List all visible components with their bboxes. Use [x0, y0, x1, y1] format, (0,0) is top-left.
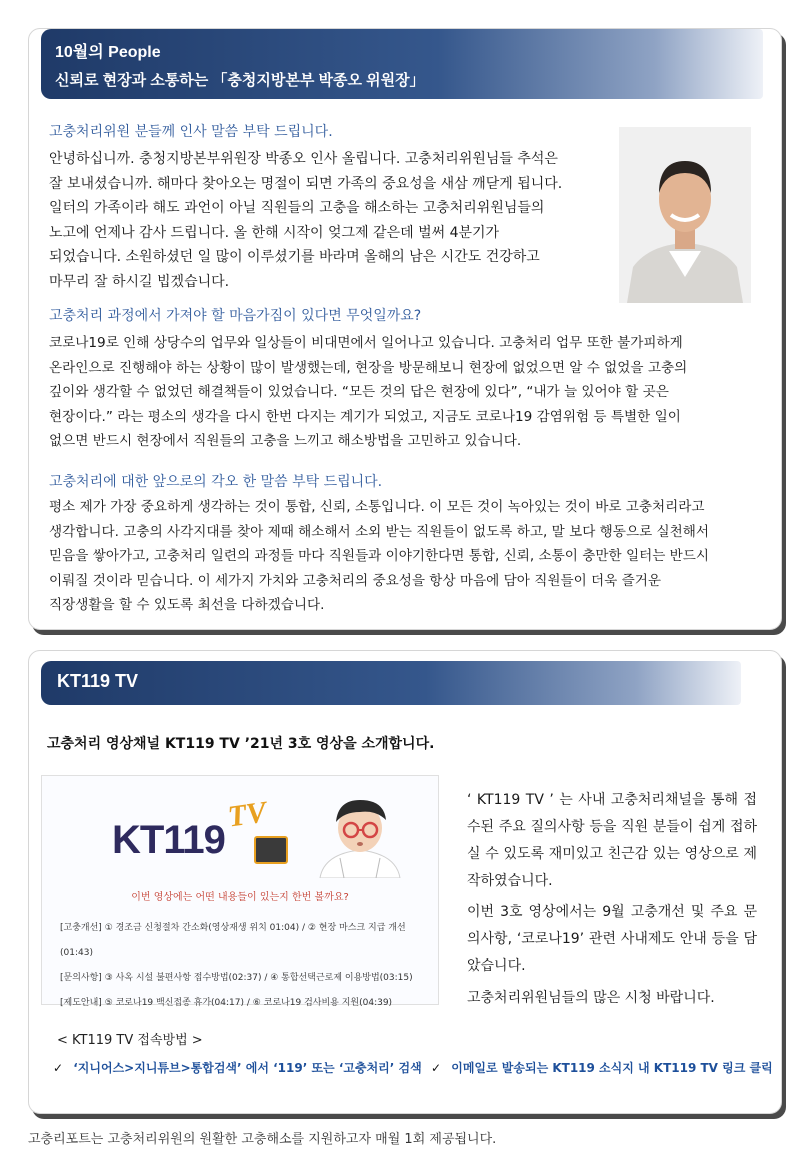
thumb-row	[60, 916, 438, 966]
answer-2-line: 코로나19로 인해 상당수의 업무와 일상들이 비대면에서 일어나고 있습니다. 고충처리 업무 또한 불가피하게	[49, 335, 683, 351]
answer-1-line: 일터의 가족이라 해도 과언이 아닐 직원들의 고충을 해소하는 고충처리위원님들의	[49, 200, 545, 216]
thumb-question: 이번 영상에는 어떤 내용들이 있는지 한번 볼까요?	[131, 892, 349, 903]
answer-1-line: 되었습니다. 소원하셨던 일 많이 이루셨기를 바라며 올해의 남은 시간도 건강하고	[49, 249, 540, 265]
answer-2-line: 깊이와 생각할 수 없었던 해결책들이 있었습니다. “모든 것의 답은 현장에 있다”, “내가 늘 있어야 할 곳은	[49, 384, 669, 400]
answer-3	[49, 495, 765, 618]
access-item-1	[53, 1059, 422, 1076]
answer-2-line: 현장이다.” 라는 평소의 생각을 다시 한번 다지는 계기가 되었고, 지금도 코로나19 감염위험 등 특별한 일이	[49, 408, 681, 425]
tv-set-icon	[254, 836, 288, 864]
people-subtitle: 신뢰로 현장과 소통하는 「충청지방본부 박종오 위원장」	[55, 72, 425, 89]
access-item-text[interactable]: 이메일로 발송되는 KT119 소식지 내 KT119 TV 링크 클릭	[451, 1061, 773, 1075]
answer-3-line: 생각합니다. 고충의 사각지대를 찾아 제때 해소해서 소외 받는 직원들이 없도록 하고, 말 보다 행동으로 실천해서	[49, 523, 710, 540]
page-footer: 고충리포트는 고충처리위원의 원활한 고충해소를 지원하고자 매월 1회 제공됩니다.	[28, 1132, 497, 1147]
answer-3-line: 평소 제가 가장 중요하게 생각하는 것이 통합, 신뢰, 소통입니다. 이 모든 것이 녹아있는 것이 바로 고충처리라고	[49, 499, 705, 515]
people-card	[28, 28, 782, 630]
thumb-row-tag: [고충개선]	[60, 923, 102, 933]
answer-1-line: 마무리 잘 하시길 빕겠습니다.	[49, 273, 230, 290]
thumb-row	[60, 991, 438, 1016]
tv-description-3: 고충처리위원님들의 많은 시청 바랍니다.	[467, 990, 715, 1006]
answer-3-line: 직장생활을 할 수 있도록 최선을 다하겠습니다.	[49, 597, 325, 613]
check-icon: ✓	[53, 1061, 64, 1075]
thumb-row	[60, 966, 438, 991]
character-illustration-icon	[310, 792, 410, 878]
answer-3-line: 믿음을 쌓아가고, 고충처리 일련의 과정들 마다 직원들과 이야기한다면 통합, 신뢰, 소통이 충만한 일터는 반드시	[49, 548, 710, 564]
thumb-row-tag: [문의사항]	[60, 973, 102, 983]
tv-banner	[41, 661, 741, 705]
access-title: < KT119 TV 접속방법 >	[57, 1033, 203, 1048]
kt119-logo	[112, 818, 225, 863]
check-icon: ✓	[431, 1061, 442, 1075]
thumb-row-text: ③ 사옥 시설 불편사항 접수방법(02:37) / ④ 통합선택근로제 이용방법(03:15)	[104, 973, 413, 983]
thumb-row-tag: [제도안내]	[60, 998, 102, 1008]
answer-2	[49, 331, 765, 454]
people-title: 10월의 People	[55, 44, 161, 61]
video-thumbnail[interactable]	[41, 775, 439, 1008]
thumb-topic-list	[60, 916, 438, 1016]
question-3: 고충처리에 대한 앞으로의 각오 한 말씀 부탁 드립니다.	[49, 474, 383, 490]
question-2: 고충처리 과정에서 가져야 할 마음가짐이 있다면 무엇일까요?	[49, 308, 422, 324]
tv-description-1: ‘ KT119 TV ’ 는 사내 고충처리채널을 통해 접수된 주요 질의사항 등을 직원 분들이 쉽게 접하실 수 있도록 재미있고 친근감 있는 영상으로 제작하였습니다.	[467, 792, 757, 889]
kt119-logo-text: KT119	[112, 818, 225, 862]
answer-2-line: 없으면 반드시 현장에서 직원들의 고충을 느끼고 해소방법을 고민하고 있습니다.	[49, 433, 522, 449]
answer-2-line: 온라인으로 진행해야 하는 상황이 많이 발생했는데, 현장을 방문해보니 현장에 없었으면 알 수 없었을 고충의	[49, 359, 688, 376]
people-banner	[41, 29, 763, 99]
question-1: 고충처리위원 분들께 인사 말씀 부탁 드립니다.	[49, 124, 333, 140]
answer-1	[49, 147, 591, 294]
access-item-2	[431, 1059, 773, 1076]
tv-description-2: 이번 3호 영상에서는 9월 고충개선 및 주요 문의사항, ‘코로나19’ 관련 사내제도 안내 등을 담았습니다.	[467, 904, 757, 974]
tv-headline: 고충처리 영상채널 KT119 TV ’21년 3호 영상을 소개합니다.	[47, 736, 435, 752]
tv-card	[28, 650, 782, 1114]
thumb-row-text: ⑤ 코로나19 백신접종 휴가(04:17) / ⑥ 코로나19 검사비용 지원(04:39)	[104, 998, 393, 1008]
answer-1-line: 잘 보내셨습니까. 해마다 찾아오는 명절이 되면 가족의 중요성을 새삼 깨닫게 됩니다.	[49, 175, 563, 192]
answer-3-line: 이뤄질 것이라 믿습니다. 이 세가지 가치와 고충처리의 중요성을 항상 마음에 담아 직원들이 더욱 즐거운	[49, 572, 662, 589]
access-item-text: ‘지니어스>지니튜브>통합검색’ 에서 ‘119’ 또는 ‘고충처리’ 검색	[73, 1061, 422, 1075]
answer-1-line: 노고에 언제나 감사 드립니다. 올 한해 시작이 엊그제 같은데 벌써 4분기가	[49, 224, 500, 241]
answer-1-line: 안녕하십니까. 충청지방본부위원장 박종오 인사 올립니다. 고충처리위원님들 추석은	[49, 151, 558, 167]
thumb-row-text: ① 경조금 신청절차 간소화(영상재생 위치 01:04) / ② 현장 마스크 지급 개선(01:43)	[60, 923, 406, 958]
portrait-photo	[619, 127, 751, 303]
tv-logo-mark: TV	[225, 795, 269, 834]
tv-title: KT119 TV	[57, 671, 139, 691]
